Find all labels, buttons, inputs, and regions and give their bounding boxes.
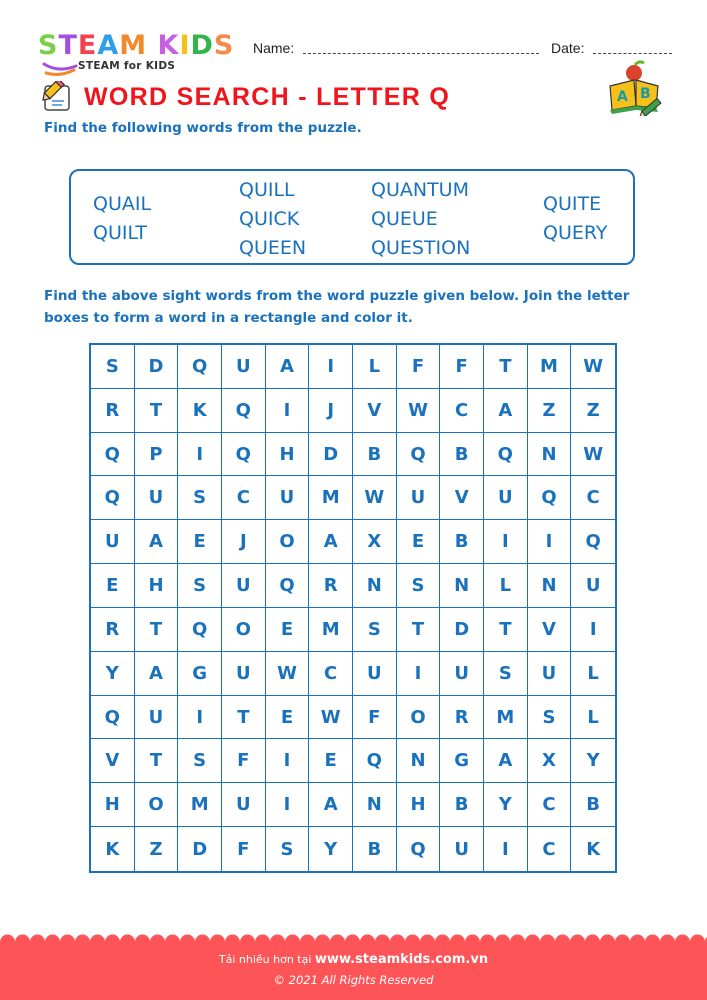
grid-cell[interactable]: F [222,739,266,783]
logo-letter: A [97,30,120,61]
grid-cell[interactable]: L [353,345,397,389]
grid-cell[interactable]: A [484,389,528,433]
grid-cell[interactable]: L [571,696,615,740]
word-search-grid [89,343,617,873]
grid-cell[interactable]: Q [178,608,222,652]
footer-website-link[interactable]: www.steamkids.com.vn [314,952,489,967]
grid-cell[interactable]: U [440,652,484,696]
grid-cell[interactable]: F [222,827,266,871]
grid-cell[interactable]: U [91,520,135,564]
logo-letter: K [157,30,180,61]
word-list-column-1 [93,190,151,248]
instruction-puzzle: Find the above sight words from the word puzzle given below. Join the letter boxes to form a word in a rectangle and color it. [44,288,630,326]
steam-kids-logo [38,31,238,76]
grid-cell[interactable]: M [528,345,572,389]
grid-cell[interactable]: V [528,608,572,652]
grid-cell[interactable]: Y [91,652,135,696]
grid-cell[interactable]: U [222,345,266,389]
grid-cell[interactable]: E [266,608,310,652]
grid-cell[interactable]: T [135,608,179,652]
grid-cell[interactable]: D [135,345,179,389]
grid-cell[interactable]: Q [266,564,310,608]
grid-cell[interactable]: I [266,389,310,433]
grid-cell[interactable]: I [266,739,310,783]
abc-book-icon [606,60,666,116]
grid-cell[interactable]: I [309,345,353,389]
grid-cell[interactable]: M [484,696,528,740]
word-item: QUAIL [93,193,152,215]
grid-cell[interactable]: W [571,345,615,389]
footer-prefix: Tải nhiều hơn tại [218,953,312,966]
grid-cell[interactable]: U [484,476,528,520]
grid-cell[interactable]: L [571,652,615,696]
grid-cell[interactable]: C [528,827,572,871]
word-list-box [69,169,635,265]
grid-cell[interactable]: N [440,564,484,608]
grid-cell[interactable]: S [178,564,222,608]
footer-copyright: © 2021 All Rights Reserved [273,973,434,987]
grid-cell[interactable]: N [528,433,572,477]
grid-cell[interactable]: B [440,783,484,827]
grid-cell[interactable]: L [484,564,528,608]
grid-cell[interactable]: S [178,739,222,783]
footer-download-text [0,952,707,967]
grid-cell[interactable]: Y [571,739,615,783]
grid-cell[interactable]: C [309,652,353,696]
grid-cell[interactable]: H [135,564,179,608]
grid-cell[interactable]: R [309,564,353,608]
grid-cell[interactable]: B [571,783,615,827]
word-item: QUEUE [371,208,438,230]
grid-cell[interactable]: B [353,827,397,871]
grid-cell[interactable]: A [266,345,310,389]
grid-cell[interactable]: S [91,345,135,389]
logo-letter: D [190,30,214,61]
grid-cell[interactable]: E [309,739,353,783]
logo-letter: M [119,30,148,61]
grid-cell[interactable]: I [484,827,528,871]
name-input-line[interactable] [303,53,539,54]
grid-cell[interactable]: U [571,564,615,608]
grid-cell[interactable]: I [571,608,615,652]
grid-cell[interactable]: T [397,608,441,652]
grid-cell[interactable]: B [353,433,397,477]
grid-cell[interactable]: U [222,652,266,696]
grid-cell[interactable]: T [484,608,528,652]
grid-cell[interactable]: A [484,739,528,783]
grid-cell[interactable]: E [91,564,135,608]
word-item: QUERY [543,222,608,244]
word-list-column-4 [543,190,607,248]
grid-cell[interactable]: H [91,783,135,827]
grid-cell[interactable]: Q [222,433,266,477]
grid-cell[interactable]: O [135,783,179,827]
grid-cell[interactable]: V [353,389,397,433]
grid-cell[interactable]: J [309,389,353,433]
grid-cell[interactable]: D [440,608,484,652]
grid-cell[interactable]: U [440,827,484,871]
grid-cell[interactable]: R [91,608,135,652]
word-item: QUEEN [239,237,307,259]
grid-cell[interactable]: V [91,739,135,783]
instruction-find-words: Find the following words from the puzzle. [44,120,362,136]
grid-cell[interactable]: Q [397,827,441,871]
grid-cell[interactable]: U [397,476,441,520]
logo-letter: I [179,30,191,61]
grid-cell[interactable]: K [586,838,601,860]
grid-cell[interactable]: A [309,783,353,827]
grid-cell[interactable]: Q [178,345,222,389]
grid-cell[interactable]: Q [353,739,397,783]
grid-cell[interactable]: H [397,783,441,827]
grid-cell[interactable]: Z [528,389,572,433]
grid-cell[interactable]: M [309,608,353,652]
svg-text:B: B [640,86,651,102]
grid-cell[interactable]: T [222,696,266,740]
grid-cell[interactable]: O [222,608,266,652]
grid-cell[interactable]: I [266,783,310,827]
grid-cell[interactable]: P [135,433,179,477]
grid-cell[interactable]: H [266,433,310,477]
footer-scallop-edge [0,934,707,946]
page-title: WORD SEARCH - LETTER Q [84,83,451,111]
logo-wordmark [38,31,234,61]
grid-cell[interactable]: U [135,476,179,520]
logo-swoosh-icon [42,61,78,77]
grid-cell[interactable]: A [135,652,179,696]
grid-cell[interactable]: I [484,520,528,564]
grid-cell[interactable]: E [178,520,222,564]
grid-cell[interactable]: G [440,739,484,783]
grid-cell[interactable]: F [353,696,397,740]
grid-cell[interactable]: M [178,783,222,827]
date-input-line[interactable] [593,53,672,54]
grid-cell[interactable]: S [397,564,441,608]
grid-cell[interactable]: S [178,476,222,520]
name-label: Name: [253,40,295,56]
grid-cell[interactable]: D [309,433,353,477]
grid-cell[interactable]: Y [309,827,353,871]
grid-cell[interactable]: C [222,476,266,520]
grid-cell[interactable]: K [91,827,135,871]
logo-letter: S [213,30,235,61]
grid-cell[interactable]: B [440,520,484,564]
grid-cell[interactable]: N [353,564,397,608]
grid-cell[interactable]: C [440,389,484,433]
grid-cell[interactable]: U [528,652,572,696]
svg-text:A: A [617,89,628,105]
grid-cell[interactable]: I [528,520,572,564]
grid-cell[interactable]: W [571,433,615,477]
word-item: QUESTION [371,237,471,259]
grid-cell[interactable]: Y [484,783,528,827]
grid-cell[interactable]: U [222,564,266,608]
grid-cell[interactable]: K [178,389,222,433]
grid-cell[interactable]: W [353,476,397,520]
grid-cell[interactable]: S [484,652,528,696]
word-item: QUILL [239,179,295,201]
word-item: QUICK [239,208,300,230]
grid-cell[interactable]: R [440,696,484,740]
grid-cell[interactable]: S [266,827,310,871]
grid-cell[interactable]: W [309,696,353,740]
grid-cell[interactable]: W [397,389,441,433]
grid-cell[interactable]: Q [91,476,135,520]
grid-cell[interactable]: O [266,520,310,564]
grid-cell[interactable]: D [178,827,222,871]
grid-cell[interactable]: X [353,520,397,564]
grid-cell[interactable]: N [397,739,441,783]
grid-cell[interactable]: A [135,520,179,564]
grid-cell[interactable]: R [91,389,135,433]
grid-cell[interactable]: C [571,476,615,520]
grid-cell[interactable]: T [135,389,179,433]
grid-cell[interactable]: E [266,696,310,740]
grid-cell[interactable]: U [135,696,179,740]
grid-cell[interactable]: X [528,739,572,783]
grid-cell[interactable]: V [440,476,484,520]
grid-cell[interactable]: B [440,433,484,477]
word-item: QUILT [93,222,148,244]
grid-cell[interactable]: U [266,476,310,520]
word-list-column-3 [371,176,470,263]
grid-cell[interactable]: J [222,520,266,564]
grid-cell[interactable]: Q [571,520,615,564]
grid-cell[interactable]: Q [484,433,528,477]
grid-cell[interactable]: Q [91,696,135,740]
grid-cell[interactable]: I [178,433,222,477]
word-item: QUITE [543,193,602,215]
grid-cell[interactable]: Q [222,389,266,433]
word-list-column-2 [239,176,306,263]
grid-cell[interactable]: F [440,345,484,389]
footer [0,942,707,1000]
grid-cell[interactable]: O [397,696,441,740]
grid-cell[interactable]: I [178,696,222,740]
logo-tagline: STEAM for KIDS [78,60,176,72]
grid-cell[interactable]: N [353,783,397,827]
grid-cell[interactable]: W [266,652,310,696]
date-label: Date: [551,40,585,56]
grid-cell[interactable]: Q [528,476,572,520]
logo-letter [147,31,157,61]
logo-letter: T [58,30,78,61]
grid-cell[interactable]: T [135,739,179,783]
logo-letter: E [77,30,98,61]
grid-cell[interactable]: Q [91,433,135,477]
grid-cell[interactable]: T [484,345,528,389]
grid-cell[interactable]: U [353,652,397,696]
grid-cell[interactable]: I [397,652,441,696]
word-item: QUANTUM [371,179,469,201]
grid-cell[interactable]: Q [397,433,441,477]
grid-cell[interactable]: Z [571,389,615,433]
grid-cell[interactable]: F [397,345,441,389]
grid-cell[interactable]: S [528,696,572,740]
grid-cell[interactable]: C [528,783,572,827]
logo-letter: S [38,30,59,61]
grid-cell[interactable]: S [353,608,397,652]
grid-cell[interactable]: Z [135,827,179,871]
grid-cell[interactable]: M [309,476,353,520]
pencil-paper-icon [38,81,72,113]
grid-cell[interactable]: U [222,783,266,827]
grid-cell[interactable]: N [528,564,572,608]
grid-cell[interactable]: A [309,520,353,564]
grid-cell[interactable]: E [397,520,441,564]
grid-cell[interactable]: G [178,652,222,696]
